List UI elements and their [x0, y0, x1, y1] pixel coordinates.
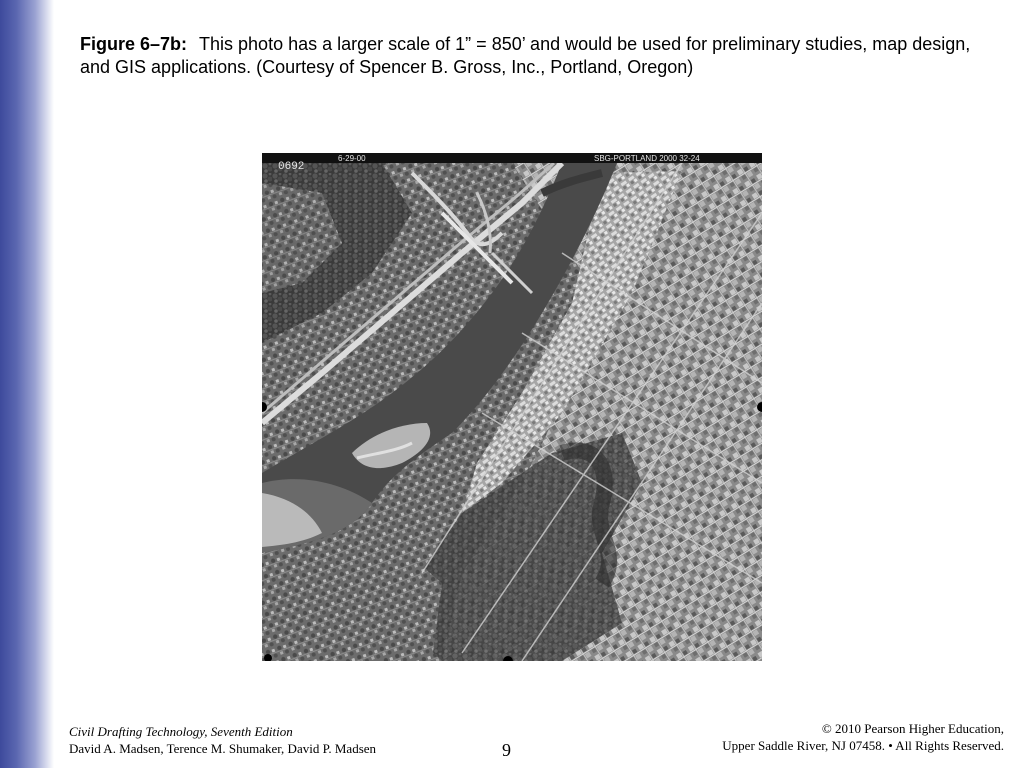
copyright-line: © 2010 Pearson Higher Education, — [821, 721, 1004, 736]
figure-caption-text: This photo has a larger scale of 1” = 850’ and would be used for preliminary studies, map design, and GIS applications. (Courtesy of Spencer B. Gross, Inc., Portland, Oregon) — [80, 34, 971, 77]
page-number: 9 — [502, 740, 511, 760]
copyright-address: Upper Saddle River, NJ 07458. • All Rights Reserved. — [722, 738, 1004, 753]
photo-date: 6-29-00 — [338, 154, 366, 163]
book-authors: David A. Madsen, Terence M. Shumaker, David P. Madsen — [69, 741, 377, 756]
photo-frame-number: 0692 — [278, 161, 305, 173]
aerial-photo-image — [262, 153, 762, 661]
decorative-side-bar — [0, 0, 54, 768]
book-title: Civil Drafting Technology, Seventh Edition — [69, 724, 293, 739]
figure-label: Figure 6–7b: — [80, 34, 188, 54]
figure-caption — [80, 33, 990, 79]
footer-citation — [69, 723, 376, 757]
aerial-photo — [262, 153, 762, 661]
photo-roll-label: SBG-PORTLAND 2000 32-24 — [594, 154, 700, 163]
footer-copyright — [722, 720, 1004, 754]
